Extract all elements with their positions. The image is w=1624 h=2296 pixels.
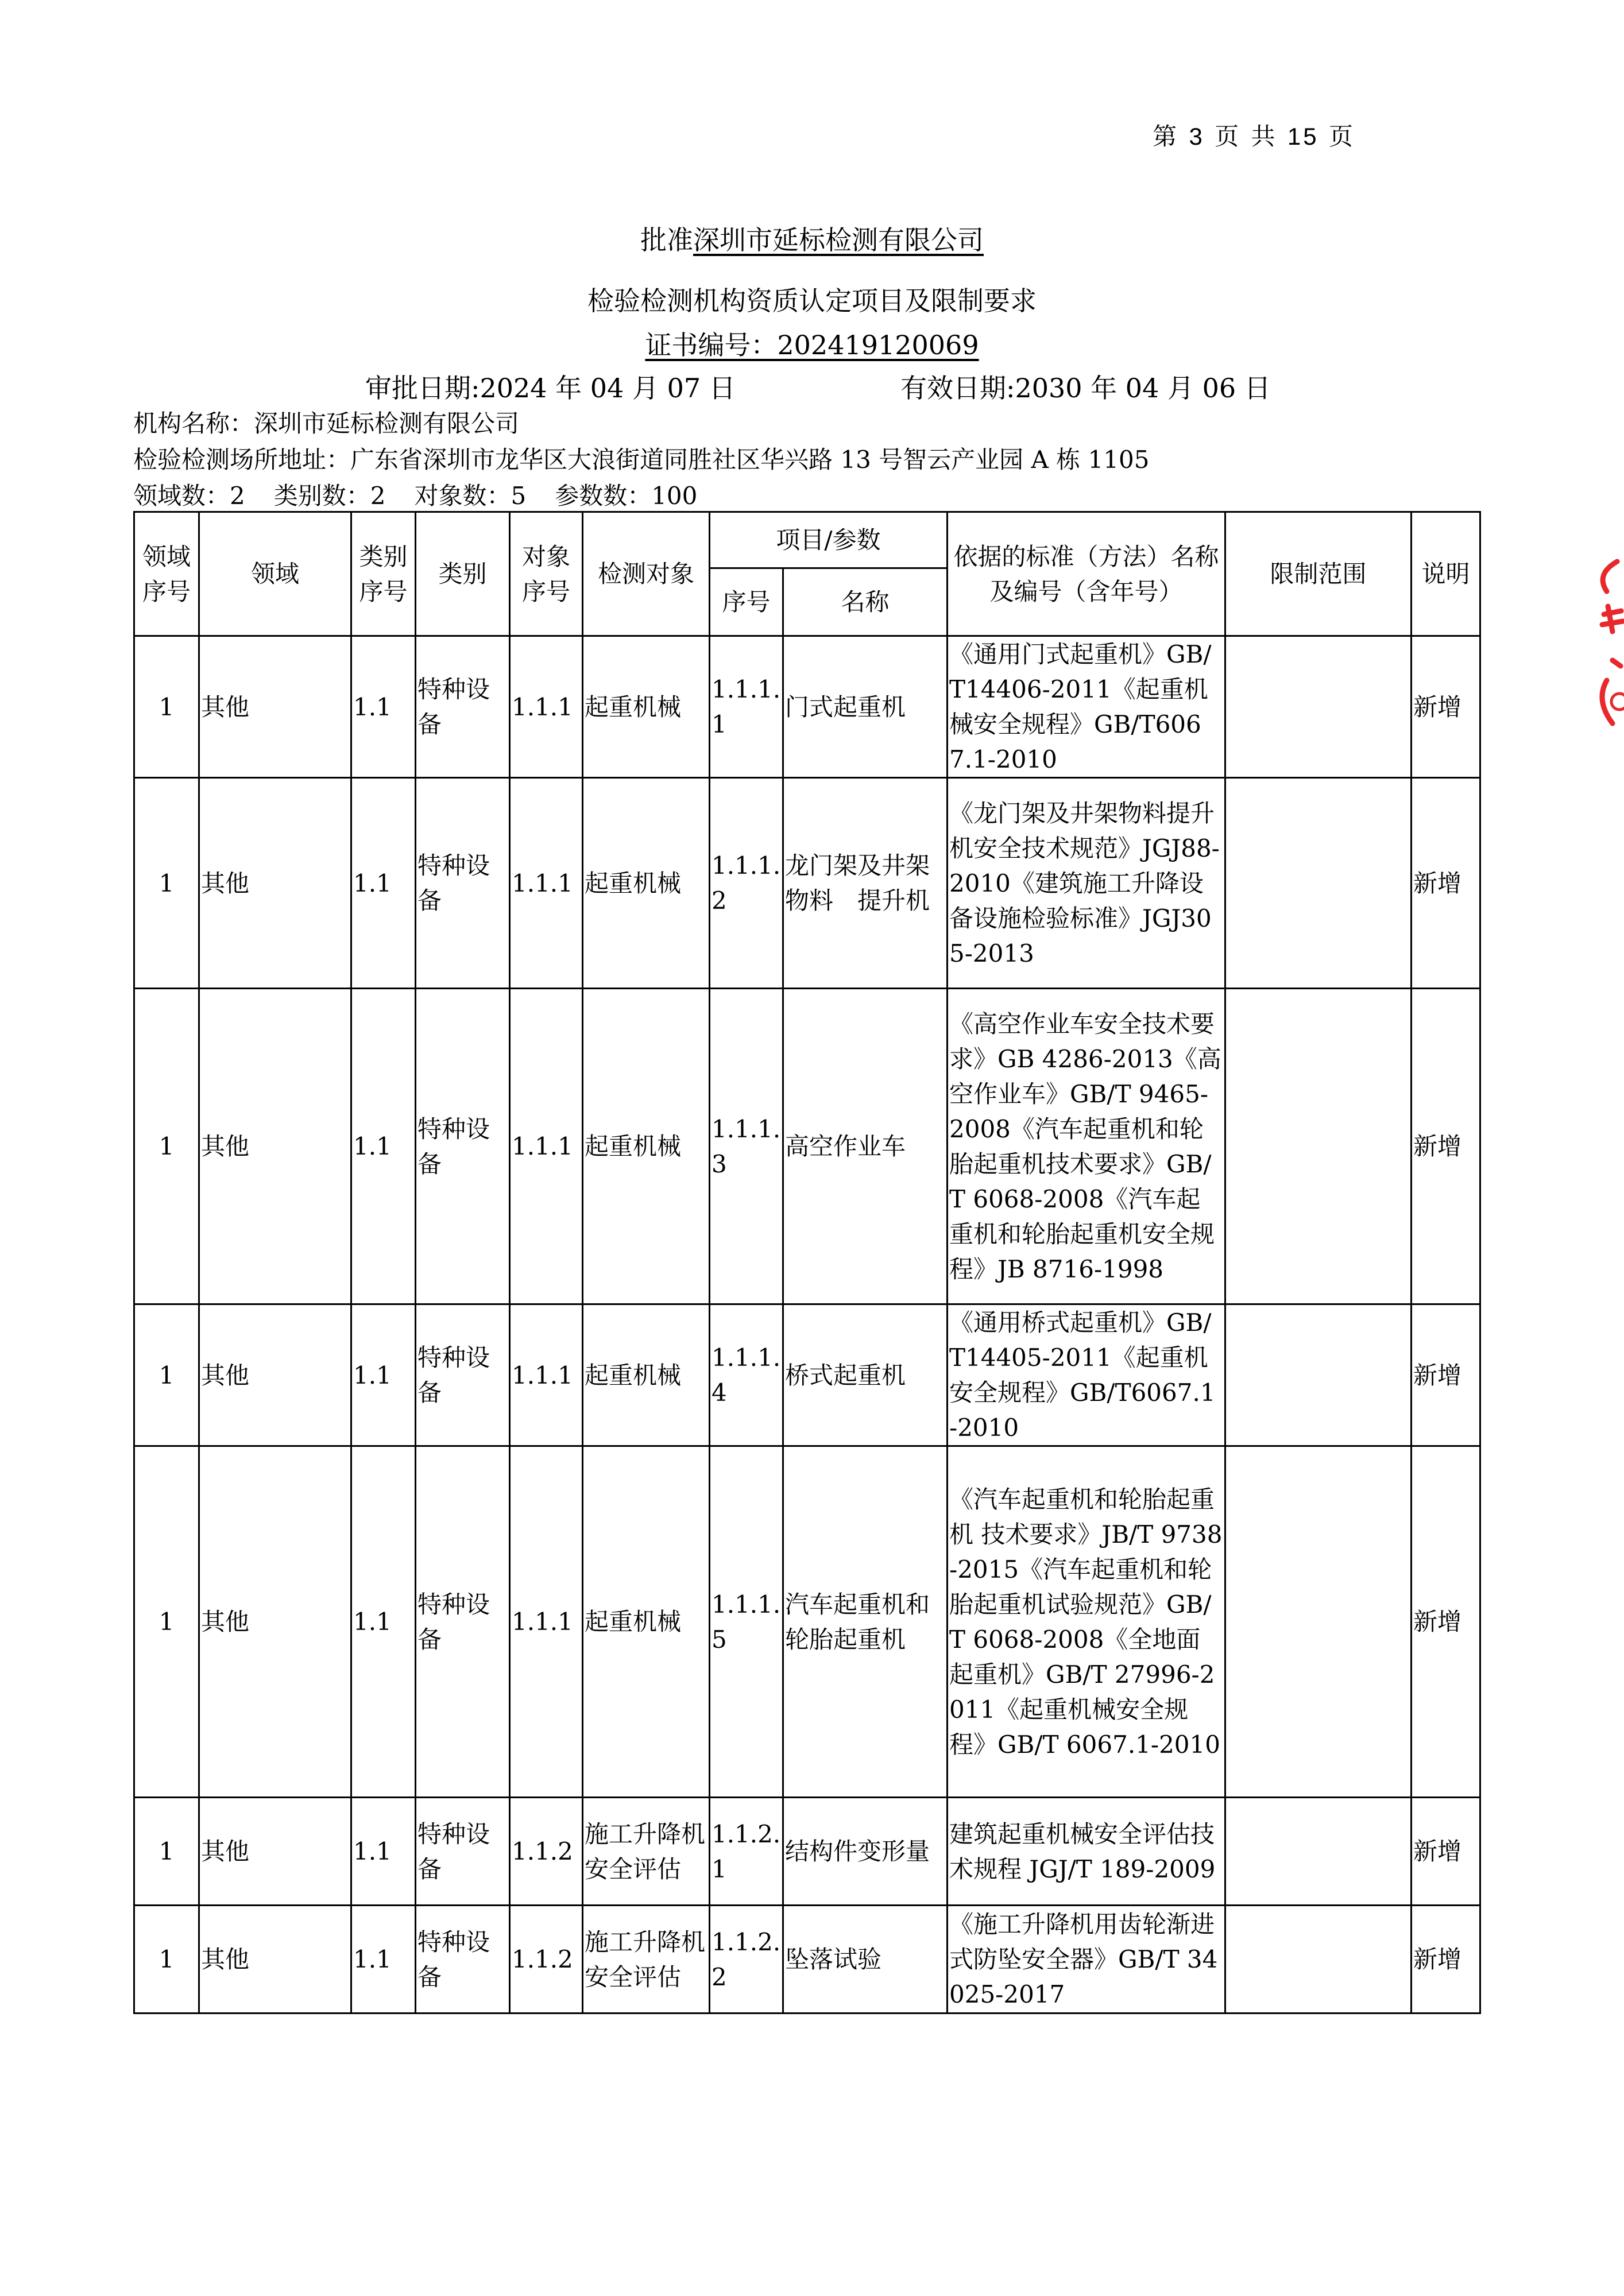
cell-category: 特种设备 [416, 778, 510, 989]
org-address: 检验检测场所地址：广东省深圳市龙华区大浪街道同胜社区华兴路 13 号智云产业园 A 栋 1105 [133, 446, 1150, 474]
cell-object: 起重机械 [583, 1446, 710, 1798]
cell-category-no: 1.1 [351, 989, 416, 1304]
cell-domain-no: 1 [134, 636, 199, 778]
header-category: 类别 [416, 512, 510, 636]
table-row [134, 1906, 1480, 2014]
cell-domain-no: 1 [134, 1906, 199, 2014]
cell-object-no: 1.1.1 [510, 778, 583, 989]
cell-item-name: 汽车起重机和轮胎起重机 [783, 1446, 948, 1798]
cell-limit [1225, 1304, 1412, 1446]
table-row [134, 989, 1480, 1304]
cell-note: 新增 [1412, 636, 1480, 778]
header-item-param: 项目/参数 [710, 512, 948, 568]
cell-item-no: 1.1.2.1 [710, 1798, 783, 1906]
header-item-name: 名称 [783, 568, 948, 636]
cell-standard: 《通用桥式起重机》GB/T14405-2011《起重机安全规程》GB/T6067.1-2010 [948, 1304, 1225, 1446]
cell-domain: 其他 [199, 989, 351, 1304]
header-object-no: 对象序号 [510, 512, 583, 636]
header-domain-no: 领域序号 [134, 512, 199, 636]
cell-domain-no: 1 [134, 1304, 199, 1446]
table-row [134, 636, 1480, 778]
cell-object-no: 1.1.2 [510, 1798, 583, 1906]
cell-category: 特种设备 [416, 1906, 510, 2014]
qualification-table [133, 511, 1481, 2014]
seal-fragment-icon [1572, 551, 1624, 746]
cell-domain: 其他 [199, 1304, 351, 1446]
table-row [134, 778, 1480, 989]
cell-object-no: 1.1.2 [510, 1906, 583, 2014]
cell-standard: 《施工升降机用齿轮渐进式防坠安全器》GB/T 34025-2017 [948, 1906, 1225, 2014]
cell-note: 新增 [1412, 1798, 1480, 1906]
cell-item-name: 龙门架及井架物料 提升机 [783, 778, 948, 989]
cell-category-no: 1.1 [351, 1798, 416, 1906]
cell-limit [1225, 1446, 1412, 1798]
cell-object: 施工升降机安全评估 [583, 1798, 710, 1906]
cell-object-no: 1.1.1 [510, 989, 583, 1304]
header-domain: 领域 [199, 512, 351, 636]
cell-limit [1225, 636, 1412, 778]
approval-line: 批准深圳市延标检测有限公司 [640, 224, 984, 255]
cell-object: 起重机械 [583, 1304, 710, 1446]
cell-domain: 其他 [199, 778, 351, 989]
cell-item-name: 门式起重机 [783, 636, 948, 778]
valid-date: 有效日期:2030 年 04 月 06 日 [900, 373, 1271, 404]
cell-category-no: 1.1 [351, 1446, 416, 1798]
table-row [134, 1798, 1480, 1906]
header-item-no: 序号 [710, 568, 783, 636]
cell-item-name: 桥式起重机 [783, 1304, 948, 1446]
cell-limit [1225, 778, 1412, 989]
cell-note: 新增 [1412, 1906, 1480, 2014]
cell-standard: 《汽车起重机和轮胎起重机 技术要求》JB/T 9738-2015《汽车起重机和轮胎起重机试验规范》GB/T 6068-2008《全地面起重机》GB/T 27996-2011《起重机械安全规程》GB/T 6067.1-2010 [948, 1446, 1225, 1798]
cell-item-name: 结构件变形量 [783, 1798, 948, 1906]
cell-item-no: 1.1.1.1 [710, 636, 783, 778]
cell-item-no: 1.1.1.2 [710, 778, 783, 989]
header-note: 说明 [1412, 512, 1480, 636]
table-header-row [134, 512, 1480, 568]
cell-item-name: 高空作业车 [783, 989, 948, 1304]
cell-limit [1225, 1798, 1412, 1906]
cell-domain-no: 1 [134, 989, 199, 1304]
cell-domain: 其他 [199, 1798, 351, 1906]
approval-org: 深圳市延标检测有限公司 [693, 224, 984, 255]
cell-object: 施工升降机安全评估 [583, 1906, 710, 2014]
cell-domain-no: 1 [134, 778, 199, 989]
cell-item-no: 1.1.1.5 [710, 1446, 783, 1798]
cell-category-no: 1.1 [351, 636, 416, 778]
cell-limit [1225, 1906, 1412, 2014]
cell-item-no: 1.1.1.4 [710, 1304, 783, 1446]
cell-domain: 其他 [199, 636, 351, 778]
approval-date: 审批日期:2024 年 04 月 07 日 [365, 373, 736, 404]
cell-category-no: 1.1 [351, 1304, 416, 1446]
cell-category: 特种设备 [416, 1798, 510, 1906]
page-number: 第 3 页 共 15 页 [1153, 122, 1355, 150]
certificate-number: 证书编号：202419120069 [645, 330, 979, 361]
cell-standard: 建筑起重机械安全评估技术规程 JGJ/T 189-2009 [948, 1798, 1225, 1906]
header-limit: 限制范围 [1225, 512, 1412, 636]
cell-object: 起重机械 [583, 989, 710, 1304]
cell-item-no: 1.1.1.3 [710, 989, 783, 1304]
cell-object: 起重机械 [583, 778, 710, 989]
cell-item-no: 1.1.2.2 [710, 1906, 783, 2014]
cell-category: 特种设备 [416, 1304, 510, 1446]
cell-category: 特种设备 [416, 989, 510, 1304]
cell-note: 新增 [1412, 1446, 1480, 1798]
org-name: 机构名称：深圳市延标检测有限公司 [133, 409, 520, 437]
cell-standard: 《龙门架及井架物料提升机安全技术规范》JGJ88-2010《建筑施工升降设备设施检验标准》JGJ305-2013 [948, 778, 1225, 989]
cell-domain: 其他 [199, 1906, 351, 2014]
cell-object-no: 1.1.1 [510, 1304, 583, 1446]
document-title: 检验检测机构资质认定项目及限制要求 [587, 285, 1037, 316]
cell-domain-no: 1 [134, 1798, 199, 1906]
cell-limit [1225, 989, 1412, 1304]
cell-category-no: 1.1 [351, 778, 416, 989]
header-object: 检测对象 [583, 512, 710, 636]
cell-note: 新增 [1412, 989, 1480, 1304]
table-row [134, 1304, 1480, 1446]
cell-object: 起重机械 [583, 636, 710, 778]
cell-standard: 《高空作业车安全技术要求》GB 4286-2013《高空作业车》GB/T 9465-2008《汽车起重机和轮胎起重机技术要求》GB/T 6068-2008《汽车起重机和轮胎起重机安全规程》JB 8716-1998 [948, 989, 1225, 1304]
cell-note: 新增 [1412, 1304, 1480, 1446]
cell-category: 特种设备 [416, 1446, 510, 1798]
cell-object-no: 1.1.1 [510, 1446, 583, 1798]
header-category-no: 类别序号 [351, 512, 416, 636]
cell-domain: 其他 [199, 1446, 351, 1798]
cell-note: 新增 [1412, 778, 1480, 989]
table-row [134, 1446, 1480, 1798]
cell-category: 特种设备 [416, 636, 510, 778]
header-standard: 依据的标准（方法）名称及编号（含年号） [948, 512, 1225, 636]
cell-category-no: 1.1 [351, 1906, 416, 2014]
cell-item-name: 坠落试验 [783, 1906, 948, 2014]
cell-standard: 《通用门式起重机》GB/T14406-2011《起重机械安全规程》GB/T6067.1-2010 [948, 636, 1225, 778]
cell-domain-no: 1 [134, 1446, 199, 1798]
cell-object-no: 1.1.1 [510, 636, 583, 778]
org-counts: 领域数：2 类别数：2 对象数：5 参数数：100 [133, 482, 698, 510]
